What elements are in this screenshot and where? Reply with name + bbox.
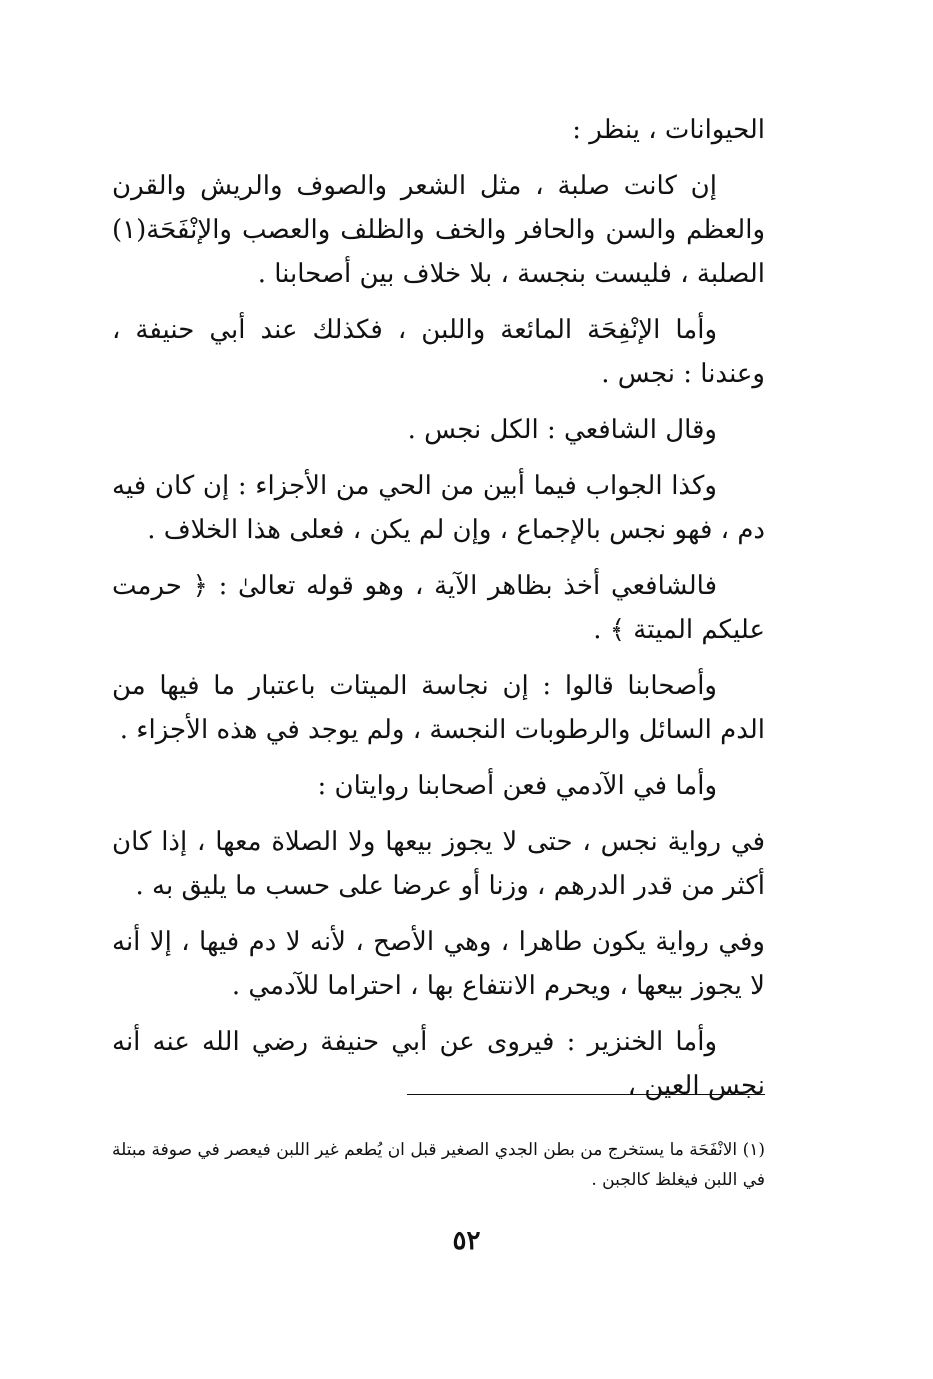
paragraph-4: وقال الشافعي : الكل نجس . [407,415,717,445]
paragraph-11: وأما الخنزير : فيروى عن أبي حنيفة رضي الله عنه أنه نجس العين ، [112,1027,765,1101]
paragraph-5: وكذا الجواب فيما أبين من الحي من الأجزاء : إن كان فيه دم ، فهو نجس بالإجماع ، وإن لم يكن ، فعلى هذا الخلاف . [112,471,765,545]
paragraph-9: في رواية نجس ، حتى لا يجوز بيعها ولا الصلاة معها ، إذا كان أكثر من قدر الدرهم ، وزنا أو عرضا على حسب ما يليق به . [112,827,765,901]
paragraph-8: وأما في الآدمي فعن أصحابنا روايتان : [317,771,717,801]
paragraph-1: الحيوانات ، ينظر : [572,115,765,145]
paragraph-7: وأصحابنا قالوا : إن نجاسة الميتات باعتبار ما فيها من الدم السائل والرطوبات النجسة ، ولم يوجد في هذه الأجزاء . [112,671,765,745]
paragraph-6: فالشافعي أخذ بظاهر الآية ، وهو قوله تعالىٰ : ﴿ حرمت عليكم الميتة ﴾ . [112,571,765,645]
paragraph-3: وأما الإنْفِحَة المائعة واللبن ، فكذلك عند أبي حنيفة ، وعندنا : نجس . [112,315,765,389]
paragraph-10: وفي رواية يكون طاهرا ، وهي الأصح ، لأنه لا دم فيها ، إلا أنه لا يجوز بيعها ، ويحرم الانتفاع بها ، احتراما للآدمي . [112,927,765,1001]
body-text [112,108,765,1108]
footnote-separator [407,1094,765,1095]
page-number: ٥٢ [452,1226,481,1256]
paragraph-2: إن كانت صلبة ، مثل الشعر والصوف والريش والقرن والعظم والسن والحافر والخف والظلف والعصب والإنْفَحَة(١) الصلبة ، فليست بنجسة ، بلا خلاف بين أصحابنا . [112,171,765,289]
footnote: (١) الانْفَحَة ما يستخرج من بطن الجدي الصغير قبل ان يُطعم غير اللبن فيعصر في صوفة مبتلة في اللبن فيغلظ كالجبن . [112,1140,765,1190]
